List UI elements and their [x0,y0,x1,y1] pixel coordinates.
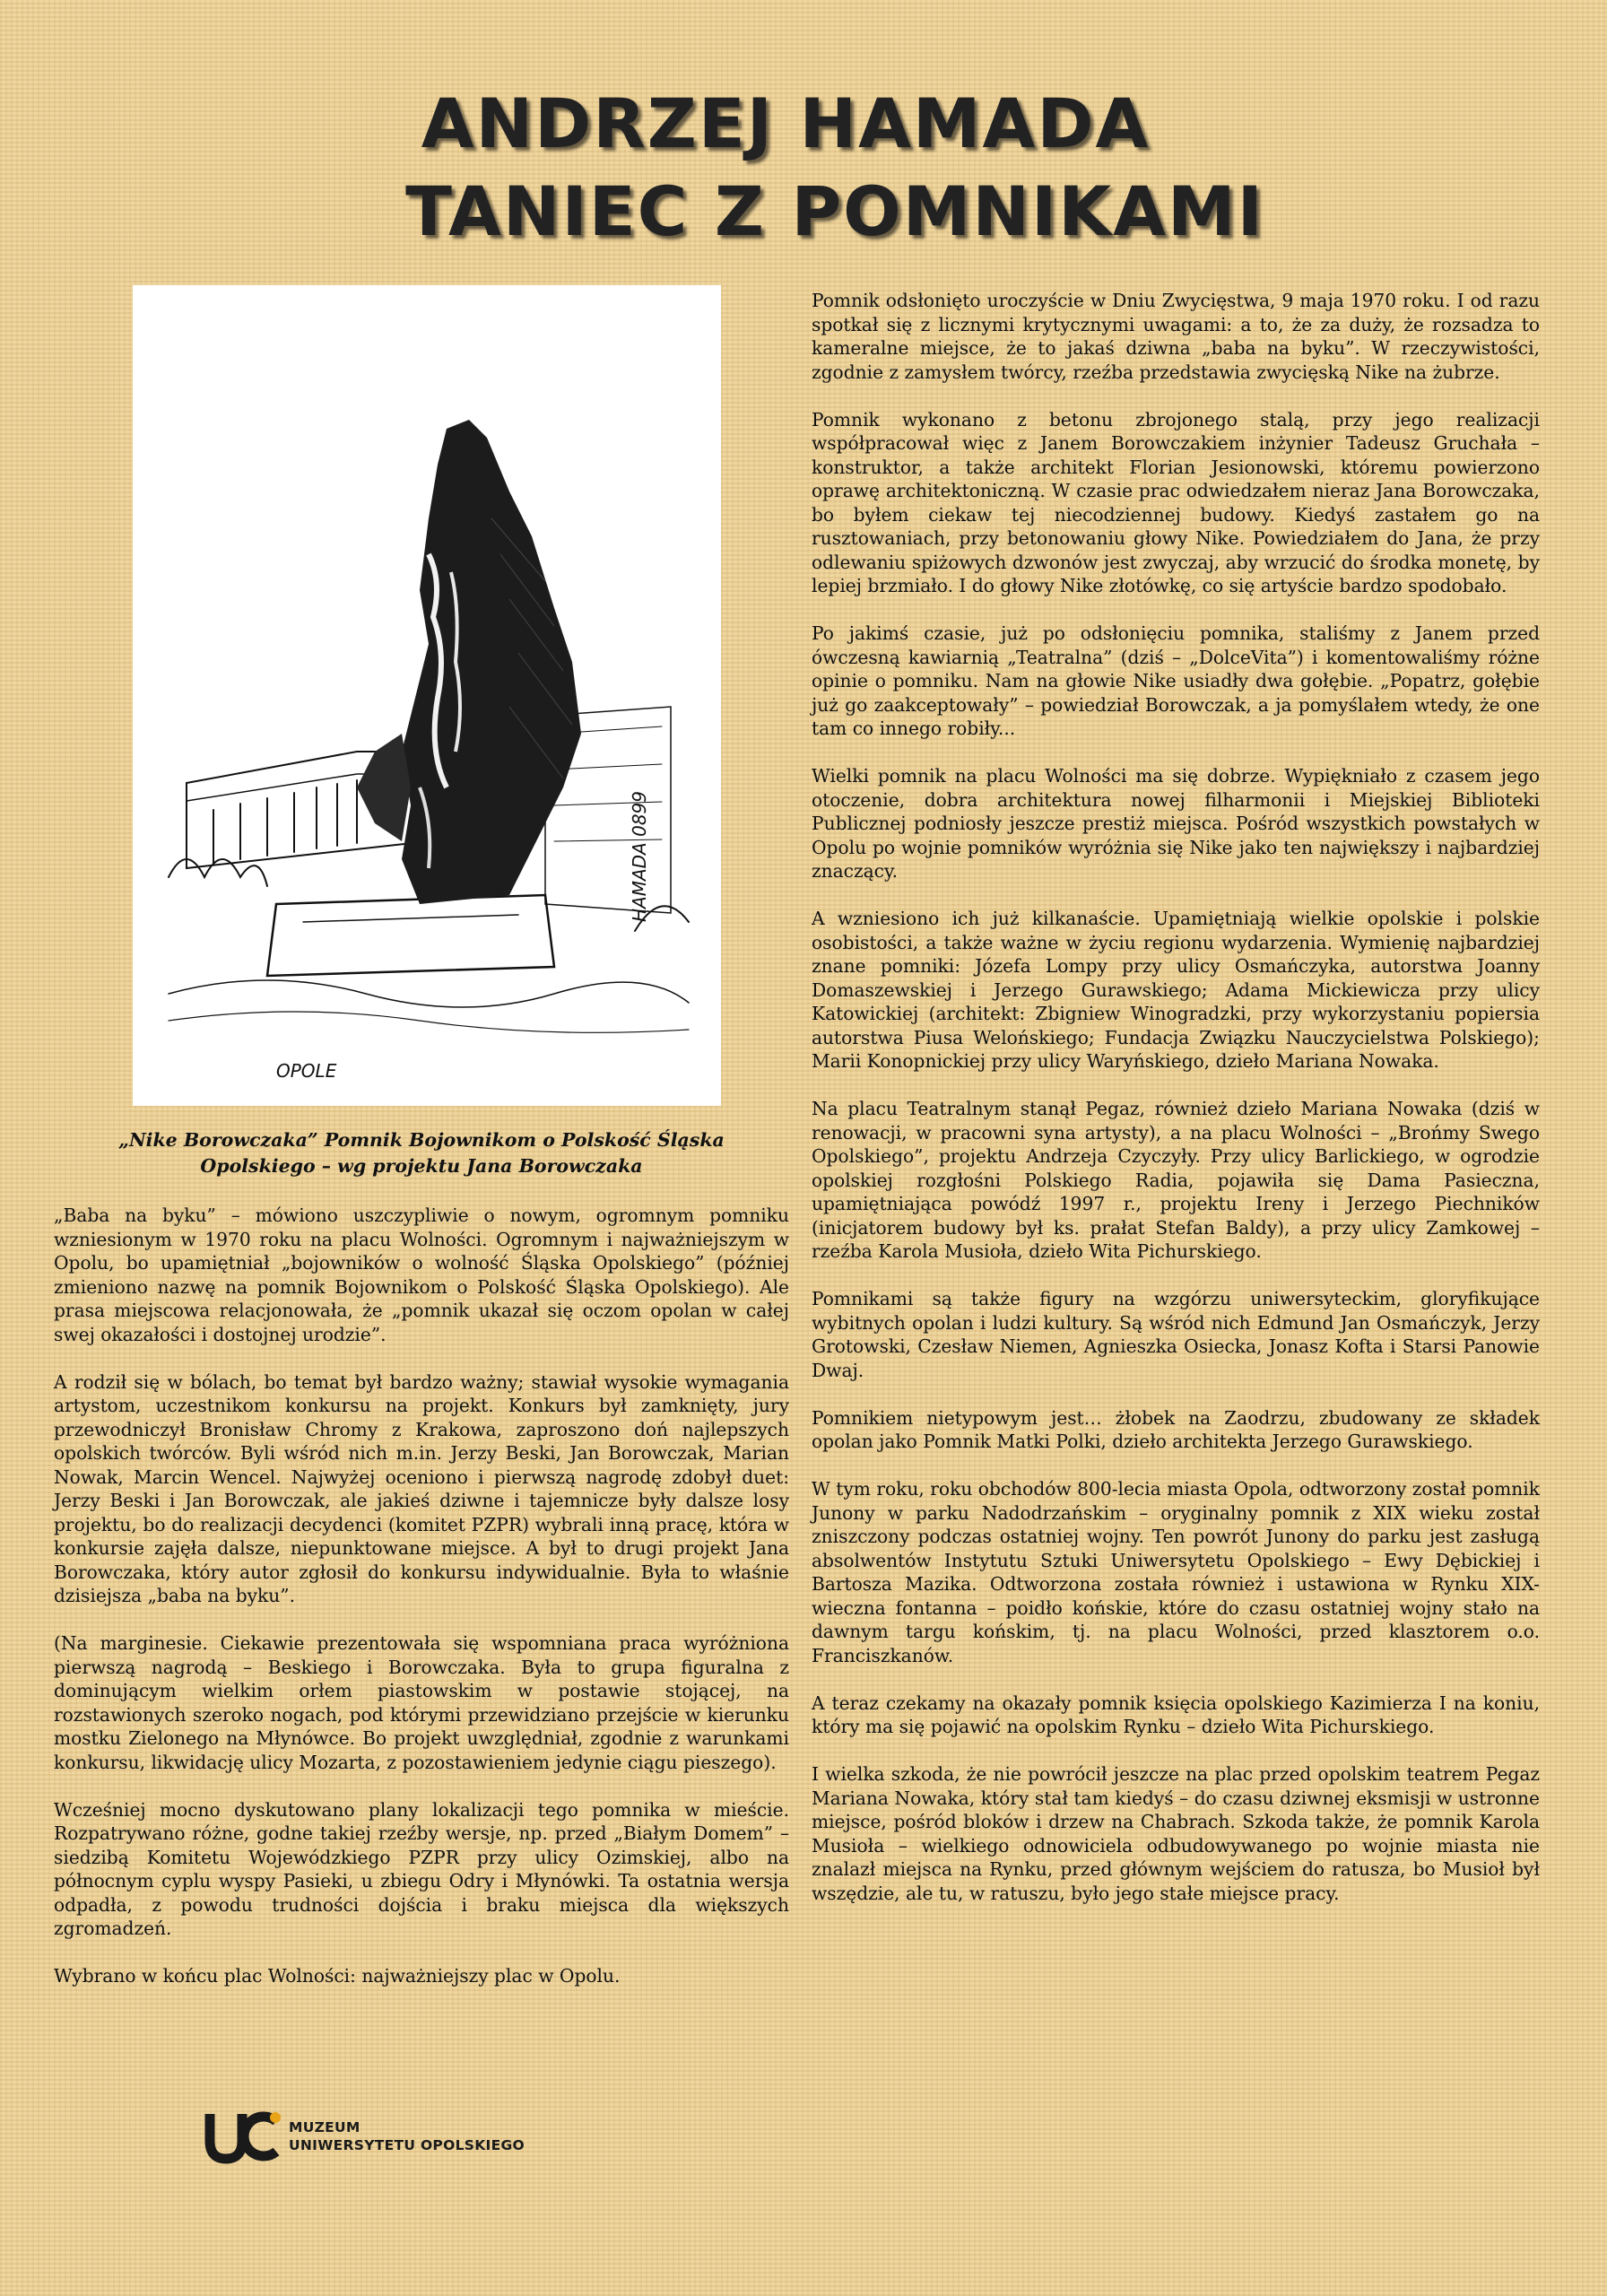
paragraph: (Na marginesie. Ciekawie prezentowała się wspomniana praca wyróżniona pierwszą nagrodą – Beskiego i Borowczaka. Była to grupa figuralna z dominującym wielkim orłem piastowskim w postawie stojącej, na rozstawionych szeroko nogach, pod którymi przewidziano przejście w kierunku mostku Zielonego na Młynówce. Bo projekt uwzględniał, zgodnie z warunkami konkursu, likwidację ulicy Mozarta, z pozostawieniem jedynie ciągu pieszego). [54,1632,789,1773]
logo-line1: MUZEUM [289,2119,360,2135]
caption-line2: Opolskiego – wg projektu Jana Borowczaka [200,1155,643,1177]
paragraph: W tym roku, roku obchodów 800-lecia miasta Opola, odtworzony został pomnik Junony w parku Nadodrzańskim – oryginalny pomnik z XIX wieku został zniszczony podczas ostatniej wojny. Ten powrót Junony do parku jest zasługą absolwentów Instytutu Sztuki Uniwersytetu Opolskiego – Ewy Dębickiej i Bartosza Mazika. Odtworzona została również i ustawiona w Rynku XIX-wieczna fontanna – poidło końskie, które do czasu ostatniej wojny stało na dawnym targu końskim, tj. na placu Wolności, przed klasztorem o.o. Franciszkanów. [812,1478,1540,1666]
paragraph: Pomnikami są także figury na wzgórzu uniwersyteckim, gloryfikujące wybitnych opolan i ludzi kultury. Są wśród nich Edmund Jan Osmańczyk, Jerzy Grotowski, Czesław Niemen, Agnieszka Osiecka, Jonasz Kofta i Starsi Panowie Dwaj. [812,1288,1540,1381]
logo-text [289,2118,525,2154]
page-title-line2: TANIEC Z POMNIKAMI [405,171,1264,251]
paragraph: Wybrano w końcu plac Wolności: najważniejszy plac w Opolu. [54,1965,621,1987]
paragraph: Pomnikiem nietypowym jest… żłobek na Zaodrzu, zbudowany ze składek opolan jako Pomnik Matki Polki, dzieło architekta Jerzego Gurawskiego. [812,1406,1540,1452]
paragraph: I wielka szkoda, że nie powrócił jeszcze na plac przed opolskim teatrem Pegaz Mariana Nowaka, który stał tam kiedyś – do czasu dziwnej eksmisji w ustronne miejsce, pośród bloków i drzew na Chabrach. Szkoda także, że pomnik Karola Musioła – wielkiego odnowiciela odbudowywanego po wojnie miasta nie znalazł miejsca na Rynku, przed głównym wejściem do ratusza, bo Musioł był wszędzie, ale tu, w ratuszu, było jego stałe miejsce pracy. [812,1763,1540,1904]
left-text-column [54,1204,789,2012]
monument-sketch [133,285,721,1106]
paragraph: A rodził się w bólach, bo temat był bardzo ważny; stawiał wysokie wymagania artystom, uczestnikom konkursu na projekt. Konkurs był zamknięty, jury przewodniczył Bronisław Chromy z Krakowa, zaproszono doń najlepszych opolskich twórców. Byli wśród nich m.in. Jerzy Beski, Jan Borowczak, Marian Nowak, Marcin Wencel. Najwyżej oceniono i pierwszą nagrodę zdobył duet: Jerzy Beski i Jan Borowczak, ale jakieś dziwne i tajemnicze były dalsze losy projektu, bo do realizacji decydenci (komitet PZPR) wybrali inną pracę, która w konkursie zajęła dalsze, niepunktowane miejsce. A był to drugi projekt Jana Borowczaka, który autor zgłosił do konkursu indywidualnie. Była to właśnie dzisiejsza „baba na byku”. [54,1370,789,1606]
sketch-signature: HAMADA 0899 [629,791,650,922]
paragraph: A wzniesiono ich już kilkanaście. Upamiętniają wielkie opolskie i polskie osobistości, a także ważne w życiu regionu wydarzenia. Wymienię najbardziej znane pomniki: Józefa Lompy przy ulicy Osmańczyka, autorstwa Joanny Domaszewskiej i Jerzego Gurawskiego; Adama Mickiewicza przy ulicy Katowickiej (architekt: Zbigniew Winogradzki, przy wykorzystaniu popiersia autorstwa Piusa Welońskiego; Fundacja Związku Nauczycielstwa Polskiego); Marii Konopnickiej przy ulicy Waryńskiego, dzieło Mariana Nowaka. [812,908,1540,1072]
uo-logo-icon [204,2109,282,2164]
paragraph: Wcześniej mocno dyskutowano plany lokalizacji tego pomnika w mieście. Rozpatrywano różne, godne takiej rzeźby wersje, np. przed „Białym Domem” – siedzibą Komitetu Wojewódzkiego PZPR przy ulicy Ozimskiej, albo na północnym cyplu wyspy Pasieki, u zbiegu Odry i Młynówki. Ta ostatnia wersja odpadła, z powodu trudności dojścia i braku miejsca dla większych zgromadzeń. [54,1798,789,1939]
paragraph: Pomnik wykonano z betonu zbrojonego stalą, przy jego realizacji współpracował więc z Janem Borowczakiem inżynier Tadeusz Gruchała – konstruktor, a także architekt Florian Jesionowski, któremu powierzono oprawę architektoniczną. W czasie prac odwiedzałem nieraz Jana Borowczaka, bo byłem ciekaw tej niecodziennej budowy. Kiedyś zastałem go na rusztowaniach, przy betonowaniu głowy Nike. Powiedziałem do Jana, że przy odlewaniu spiżowych dzwonów jest zwyczaj, aby wrzucić do środka monetę, by lepiej brzmiało. I do głowy Nike złotówkę, co się artyście bardzo spodobało. [812,408,1540,596]
sketch-caption [54,1127,789,1179]
paragraph: Pomnik odsłonięto uroczyście w Dniu Zwycięstwa, 9 maja 1970 roku. I od razu spotkał się z licznymi krytycznymi uwagami: a to, że za duży, że rozsadza to kameralne miejsce, że to jakaś dziwna „baba na byku”. W rzeczywistości, zgodnie z zamysłem twórcy, rzeźba przedstawia zwycięską Nike na żubrze. [812,290,1540,383]
paragraph: „Baba na byku” – mówiono uszczypliwie o nowym, ogromnym pomniku wzniesionym w 1970 roku na placu Wolności. Ogromnym i najważniejszym w Opolu, bo upamiętniał „bojowników o wolność Śląska Opolskiego” (później zmieniono nazwę na pomnik Bojownikom o Polskość Śląska Opolskiego). Ale prasa miejscowa relacjonowała, że „pomnik ukazał się oczom opolan w całej swej okazałości i dostojnej urodzie”. [54,1205,789,1345]
paragraph: Na placu Teatralnym stanął Pegaz, również dzieło Mariana Nowaka (dziś w renowacji, w pracowni syna artysty), a na placu Wolności – „Brońmy Swego Opolskiego”, projektu Andrzeja Czyczyły. Przy ulicy Barlickiego, w ogrodzie opolskiej rozgłośni Polskiego Radia, pojawiła się Dama Pasieczna, upamiętniająca powódź 1997 r., projektu Ireny i Jerzego Piechników (inicjatorem budowy był ks. prałat Stefan Baldy), a przy ulicy Zamkowej – rzeźba Karola Musioła, dzieło Wita Pichurskiego. [812,1098,1540,1262]
right-text-column [812,289,1540,1929]
paragraph: A teraz czekamy na okazały pomnik księcia opolskiego Kazimierza I na koniu, który ma się pojawić na opolskim Rynku – dzieło Wita Pichurskiego. [812,1692,1540,1737]
museum-logo [204,2105,525,2168]
caption-line1: „Nike Borowczaka” Pomnik Bojownikom o Polskość Śląska [118,1129,725,1151]
logo-line2: UNIWERSYTETU OPOLSKIEGO [289,2137,525,2153]
paragraph: Po jakimś czasie, już po odsłonięciu pomnika, staliśmy z Janem przed ówczesną kawiarnią „Teatralna” (dziś – „DolceVita”) i komentowaliśmy różne opinie o pomniku. Nam na głowie Nike usiadły dwa gołębie. „Popatrz, gołębie już go zaakceptowały” – powiedział Borowczak, a ja pomyślałem wtedy, że one tam co innego robiły... [812,622,1540,739]
sketch-place-label: OPOLE [276,1060,337,1082]
paragraph: Wielki pomnik na placu Wolności ma się dobrze. Wypiękniało z czasem jego otoczenie, dobra architektura nowej filharmonii i Miejskiej Biblioteki Publicznej podniosły jeszcze prestiż miejsca. Pośród wszystkich powstałych w Opolu po wojnie pomników wyróżnia się Nike jako ten największy i najbardziej znaczący. [812,765,1540,882]
page-title-line1: ANDRZEJ HAMADA [421,83,1151,163]
